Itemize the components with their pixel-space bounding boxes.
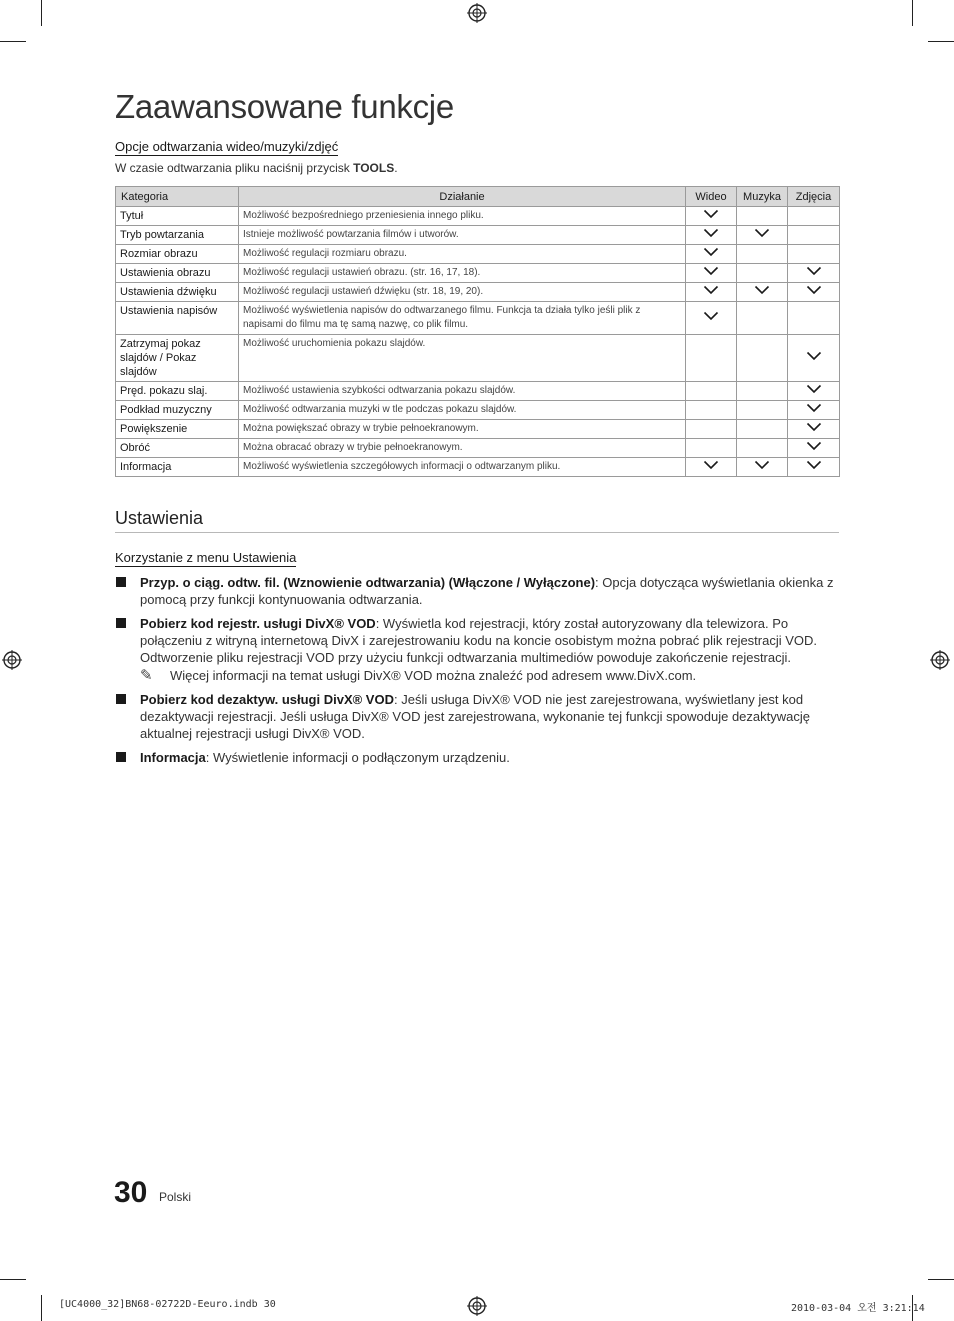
cell-category: Tytuł bbox=[116, 207, 239, 226]
cell-photo bbox=[788, 458, 840, 477]
cell-category: Tryb powtarzania bbox=[116, 226, 239, 245]
cell-category: Rozmiar obrazu bbox=[116, 245, 239, 264]
crop-mark bbox=[0, 1279, 26, 1280]
pencil-note-icon: ✎ bbox=[140, 667, 153, 684]
bullet-square-icon bbox=[116, 694, 126, 704]
column-header-music: Muzyka bbox=[737, 187, 788, 207]
cell-category: Ustawienia dźwięku bbox=[116, 283, 239, 302]
list-item-text: : Wyświetlenie informacji o podłączonym urządzeniu. bbox=[205, 750, 510, 765]
tools-key-label: TOOLS bbox=[353, 161, 395, 175]
cell-video bbox=[686, 226, 737, 245]
cell-music bbox=[737, 382, 788, 401]
cell-video bbox=[686, 439, 737, 458]
column-header-photo: Zdjęcia bbox=[788, 187, 840, 207]
checkmark-icon bbox=[754, 460, 770, 470]
list-item-term: Przyp. o ciąg. odtw. fil. (Wznowienie odtwarzania) (Włączone / Wyłączone) bbox=[140, 575, 596, 590]
crop-mark bbox=[41, 1295, 42, 1321]
checkmark-icon bbox=[806, 403, 822, 413]
crop-mark bbox=[41, 0, 42, 26]
cell-video bbox=[686, 283, 737, 302]
cell-category: Powiększenie bbox=[116, 420, 239, 439]
table-row bbox=[116, 302, 840, 335]
checkmark-icon bbox=[806, 266, 822, 276]
intro-text bbox=[115, 161, 398, 175]
cell-photo bbox=[788, 335, 840, 382]
list-item-text: : Wyświetla kod rejestracji, który został autoryzowany dla telewizora. Po połączeniu z witryną internetową DivX i zarejestrowaniu kodu na koncie osobistym można pobrać plik rejestracji VOD. Odtworzenie pliku rejestracji VOD przy użyciu funkcji odtwarzania multimediów powoduje zakończenie rejestracji. bbox=[140, 616, 818, 665]
checkmark-icon bbox=[703, 460, 719, 470]
language-label: Polski bbox=[159, 1190, 192, 1204]
cell-photo bbox=[788, 420, 840, 439]
cell-category: Podkład muzyczny bbox=[116, 401, 239, 420]
cell-video bbox=[686, 335, 737, 382]
list-item-term: Informacja bbox=[140, 750, 206, 765]
cell-music bbox=[737, 226, 788, 245]
table-row bbox=[116, 382, 840, 401]
checkmark-icon bbox=[806, 384, 822, 394]
cell-action: Można powiększać obrazy w trybie pełnoekranowym. bbox=[239, 420, 686, 439]
cell-action: Możliwość wyświetlenia napisów do odtwarzanego filmu. Funkcja ta działa tylko jeśli plik z napisami do filmu ma tę samą nazwę, co plik filmu. bbox=[239, 302, 686, 335]
cell-photo bbox=[788, 264, 840, 283]
crop-mark bbox=[0, 41, 26, 42]
cell-photo bbox=[788, 302, 840, 335]
cell-action: Możliwość odtwarzania muzyki w tle podczas pokazu slajdów. bbox=[239, 401, 686, 420]
cell-action: Można obracać obrazy w trybie pełnoekranowym. bbox=[239, 439, 686, 458]
checkmark-icon bbox=[703, 228, 719, 238]
cell-video bbox=[686, 264, 737, 283]
cell-video bbox=[686, 302, 737, 335]
page-number: 30 bbox=[114, 1176, 148, 1209]
cell-action: Możliwość bezpośredniego przeniesienia innego pliku. bbox=[239, 207, 686, 226]
cell-music bbox=[737, 283, 788, 302]
print-timestamp: 2010-03-04 오전 3:21:14 bbox=[791, 1303, 925, 1314]
intro-text-body: W czasie odtwarzania pliku naciśnij przycisk bbox=[115, 161, 354, 175]
cell-music bbox=[737, 439, 788, 458]
section-divider bbox=[115, 532, 839, 533]
checkmark-icon bbox=[703, 266, 719, 276]
cell-music bbox=[737, 420, 788, 439]
cell-video bbox=[686, 401, 737, 420]
cell-action: Możliwość wyświetlenia szczegółowych informacji o odtwarzanym pliku. bbox=[239, 458, 686, 477]
cell-music bbox=[737, 302, 788, 335]
cell-photo bbox=[788, 245, 840, 264]
cell-video bbox=[686, 458, 737, 477]
cell-category: Obróć bbox=[116, 439, 239, 458]
cell-category: Ustawienia obrazu bbox=[116, 264, 239, 283]
cell-photo bbox=[788, 283, 840, 302]
table-row bbox=[116, 245, 840, 264]
cell-music bbox=[737, 207, 788, 226]
cell-category: Ustawienia napisów bbox=[116, 302, 239, 335]
cell-video bbox=[686, 382, 737, 401]
cell-video bbox=[686, 420, 737, 439]
cell-category: Informacja bbox=[116, 458, 239, 477]
cell-category: Zatrzymaj pokaz slajdów / Pokaz slajdów bbox=[116, 335, 239, 382]
cell-photo bbox=[788, 439, 840, 458]
checkmark-icon bbox=[806, 460, 822, 470]
cell-music bbox=[737, 401, 788, 420]
cell-music bbox=[737, 458, 788, 477]
cell-action: Możliwość regulacji rozmiaru obrazu. bbox=[239, 245, 686, 264]
cell-music bbox=[737, 264, 788, 283]
table-row bbox=[116, 335, 840, 382]
list-item bbox=[115, 691, 839, 742]
table-row bbox=[116, 283, 840, 302]
column-header-video: Wideo bbox=[686, 187, 737, 207]
note bbox=[140, 667, 839, 684]
list-item-text: : Jeśli usługa DivX® VOD nie jest zarejestrowana, wyświetlany jest kod dezaktywacji rejestracji. Jeśli usługa DivX® VOD jest zarejestrowana, wykonanie tej funkcji spowoduje dezaktywację aktualnej rejestracji usługi DivX® VOD. bbox=[140, 692, 810, 741]
bullet-square-icon bbox=[116, 577, 126, 587]
table-row bbox=[116, 207, 840, 226]
registration-mark-icon bbox=[930, 650, 950, 670]
page-title: Zaawansowane funkcje bbox=[115, 88, 454, 125]
cell-photo bbox=[788, 382, 840, 401]
bullet-square-icon bbox=[116, 618, 126, 628]
checkmark-icon bbox=[806, 441, 822, 451]
registration-mark-icon bbox=[467, 3, 487, 23]
cell-action: Istnieje możliwość powtarzania filmów i utworów. bbox=[239, 226, 686, 245]
list-item-term: Pobierz kod rejestr. usługi DivX® VOD bbox=[140, 616, 376, 631]
registration-mark-icon bbox=[2, 650, 22, 670]
checkmark-icon bbox=[703, 311, 719, 321]
registration-mark-icon bbox=[467, 1296, 487, 1316]
table-row bbox=[116, 401, 840, 420]
table-row bbox=[116, 458, 840, 477]
checkmark-icon bbox=[703, 247, 719, 257]
cell-photo bbox=[788, 226, 840, 245]
cell-music bbox=[737, 245, 788, 264]
table-header-row bbox=[116, 187, 840, 207]
bullet-square-icon bbox=[116, 752, 126, 762]
checkmark-icon bbox=[806, 422, 822, 432]
column-header-action: Działanie bbox=[239, 187, 686, 207]
crop-mark bbox=[912, 0, 913, 26]
checkmark-icon bbox=[806, 285, 822, 295]
table-row bbox=[116, 439, 840, 458]
table-row bbox=[116, 264, 840, 283]
subheading-settings-menu: Korzystanie z menu Ustawienia bbox=[115, 550, 297, 565]
playback-options-table bbox=[115, 186, 840, 477]
crop-mark bbox=[928, 1279, 954, 1280]
cell-category: Pręd. pokazu slaj. bbox=[116, 382, 239, 401]
checkmark-icon bbox=[703, 285, 719, 295]
cell-photo bbox=[788, 207, 840, 226]
checkmark-icon bbox=[806, 351, 822, 361]
list-item bbox=[115, 749, 839, 766]
cell-music bbox=[737, 335, 788, 382]
cell-video bbox=[686, 245, 737, 264]
list-item-text: : Opcja dotycząca wyświetlania okienka z pomocą przy funkcji kontynuowania odtwarzania. bbox=[140, 575, 834, 607]
column-header-category: Kategoria bbox=[116, 187, 239, 207]
table-row bbox=[116, 226, 840, 245]
cell-photo bbox=[788, 401, 840, 420]
section-heading-settings: Ustawienia bbox=[115, 508, 204, 528]
checkmark-icon bbox=[754, 228, 770, 238]
file-info: [UC4000_32]BN68-02722D-Eeuro.indb 30 bbox=[59, 1299, 276, 1310]
cell-video bbox=[686, 207, 737, 226]
table-row bbox=[116, 420, 840, 439]
note-text: Więcej informacji na temat usługi DivX® VOD można znaleźć pod adresem www.DivX.com. bbox=[170, 668, 697, 683]
list-item bbox=[115, 615, 839, 684]
checkmark-icon bbox=[703, 209, 719, 219]
section-heading-playback-options: Opcje odtwarzania wideo/muzyki/zdjęć bbox=[115, 139, 339, 154]
intro-text-end: . bbox=[394, 161, 398, 175]
settings-list bbox=[115, 574, 839, 773]
cell-action: Możliwość uruchomienia pokazu slajdów. bbox=[239, 335, 686, 382]
list-item-term: Pobierz kod dezaktyw. usługi DivX® VOD bbox=[140, 692, 394, 707]
cell-action: Możliwość ustawienia szybkości odtwarzania pokazu slajdów. bbox=[239, 382, 686, 401]
crop-mark bbox=[928, 41, 954, 42]
cell-action: Możliwość regulacji ustawień dźwięku (str. 18, 19, 20). bbox=[239, 283, 686, 302]
list-item bbox=[115, 574, 839, 608]
checkmark-icon bbox=[754, 285, 770, 295]
cell-action: Możliwość regulacji ustawień obrazu. (str. 16, 17, 18). bbox=[239, 264, 686, 283]
